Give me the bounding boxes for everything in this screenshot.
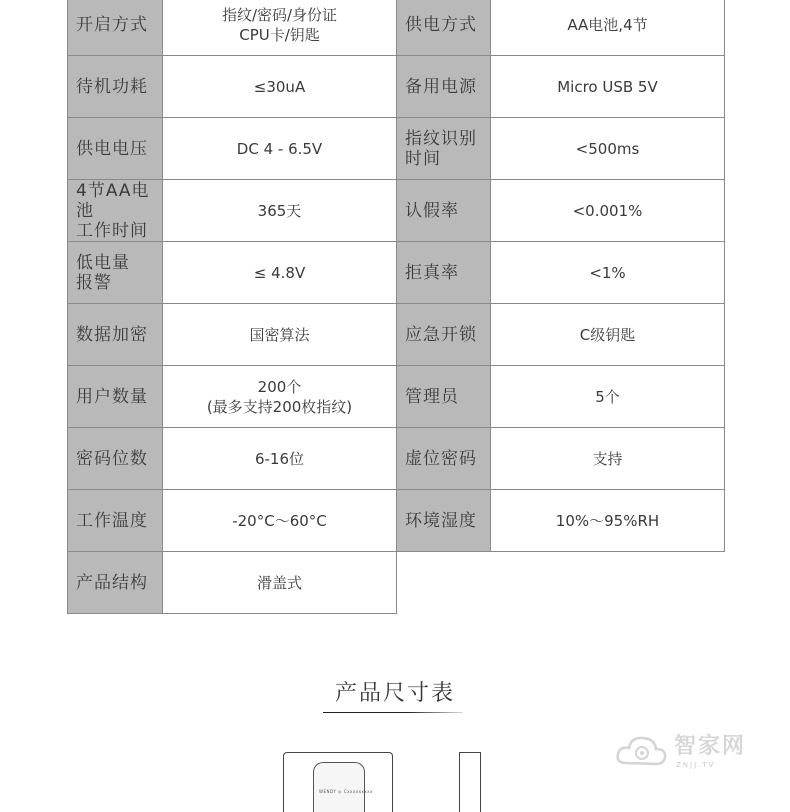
spec-label [68,180,163,242]
spec-table [67,0,725,614]
spec-label [68,428,163,490]
spec-label [68,118,163,180]
empty-cell [397,552,725,614]
spec-value-text: 滑盖式 [256,573,302,592]
spec-value [163,118,397,180]
spec-label-text: 管理员 [405,386,459,407]
spec-label [397,242,491,304]
spec-value-text: 支持 [592,449,623,468]
spec-row [68,56,725,118]
spec-value [491,0,725,56]
spec-value-text: <0.001% [572,201,643,220]
spec-value-text: C级钥匙 [579,325,636,344]
spec-row [68,242,725,304]
watermark [612,727,772,777]
spec-label-text: 拒真率 [405,262,459,283]
spec-value [163,180,397,242]
spec-value [491,490,725,552]
spec-value [163,552,397,614]
spec-label-text: 供电方式 [405,14,477,35]
spec-label-text: 工作温度 [76,510,148,531]
spec-value [163,366,397,428]
spec-value-text: <500ms [575,139,640,158]
spec-value [163,56,397,118]
spec-label [68,242,163,304]
spec-label-text: 供电电压 [76,138,148,159]
spec-label-text: 指纹识别 时间 [405,128,477,169]
watermark-url: ZNJJ.TV [676,761,716,769]
spec-value-text: -20°C～60°C [232,511,327,530]
spec-value-text: 国密算法 [249,325,310,344]
spec-value [163,304,397,366]
spec-label [397,490,491,552]
spec-label [68,552,163,614]
spec-label [68,366,163,428]
spec-label-text: 产品结构 [76,572,148,593]
spec-label-text: 4节AA电池 工作时间 [76,180,150,241]
spec-label [397,180,491,242]
spec-value-text: 365天 [257,201,302,220]
spec-row [68,304,725,366]
spec-value [491,242,725,304]
spec-label [397,366,491,428]
spec-label-text: 密码位数 [76,448,148,469]
spec-label-text: 待机功耗 [76,76,148,97]
spec-row [68,180,725,242]
spec-value-text: ≤30uA [253,77,306,96]
spec-label [397,428,491,490]
spec-label [68,490,163,552]
spec-value [491,304,725,366]
spec-value-text: ≤ 4.8V [253,263,306,282]
spec-label-text: 虚位密码 [405,448,477,469]
spec-label-text: 数据加密 [76,324,148,345]
device-screen-drawing [313,762,365,812]
spec-value-text: <1% [589,263,626,282]
spec-value-text: 指纹/密码/身份证 CPU卡/钥匙 [221,5,338,44]
watermark-name: 智家网 [674,734,747,759]
spec-label-text: 备用电源 [405,76,477,97]
spec-value-text: 10%～95%RH [555,511,660,530]
spec-value-text: 6-16位 [254,449,305,468]
spec-value-text: DC 4 - 6.5V [236,139,323,158]
spec-value [163,0,397,56]
spec-label [68,0,163,56]
spec-label [68,56,163,118]
device-brand-text: WENDY ◎ Cxxxxxxxxx [319,789,373,794]
spec-value [491,118,725,180]
spec-label [397,304,491,366]
spec-value [163,490,397,552]
spec-value [163,428,397,490]
spec-row [68,118,725,180]
spec-value-text: Micro USB 5V [557,77,658,96]
section-title: 产品尺寸表 [334,681,455,706]
spec-row [68,428,725,490]
spec-label-text: 认假率 [405,200,459,221]
spec-row [68,0,725,56]
spec-table-body [68,0,725,614]
spec-label-text: 用户数量 [76,386,148,407]
spec-value [163,242,397,304]
spec-label [68,304,163,366]
spec-label [397,0,491,56]
title-underline [323,712,463,713]
device-side-drawing [459,752,481,812]
spec-value-text: 5个 [595,387,620,406]
spec-value [491,56,725,118]
spec-value [491,428,725,490]
spec-value-text: AA电池,4节 [567,15,648,34]
spec-value-text: 200个 (最多支持200枚指纹) [206,377,353,416]
spec-value [491,366,725,428]
spec-row [68,490,725,552]
spec-row [68,552,725,614]
watermark-cloud-icon [612,727,672,777]
spec-label-text: 低电量 报警 [76,252,130,293]
spec-label-text: 应急开锁 [405,324,477,345]
spec-label-text: 环境湿度 [405,510,477,531]
spec-value [491,180,725,242]
spec-label-text: 开启方式 [76,14,148,35]
spec-label [397,56,491,118]
spec-label [397,118,491,180]
spec-row [68,366,725,428]
